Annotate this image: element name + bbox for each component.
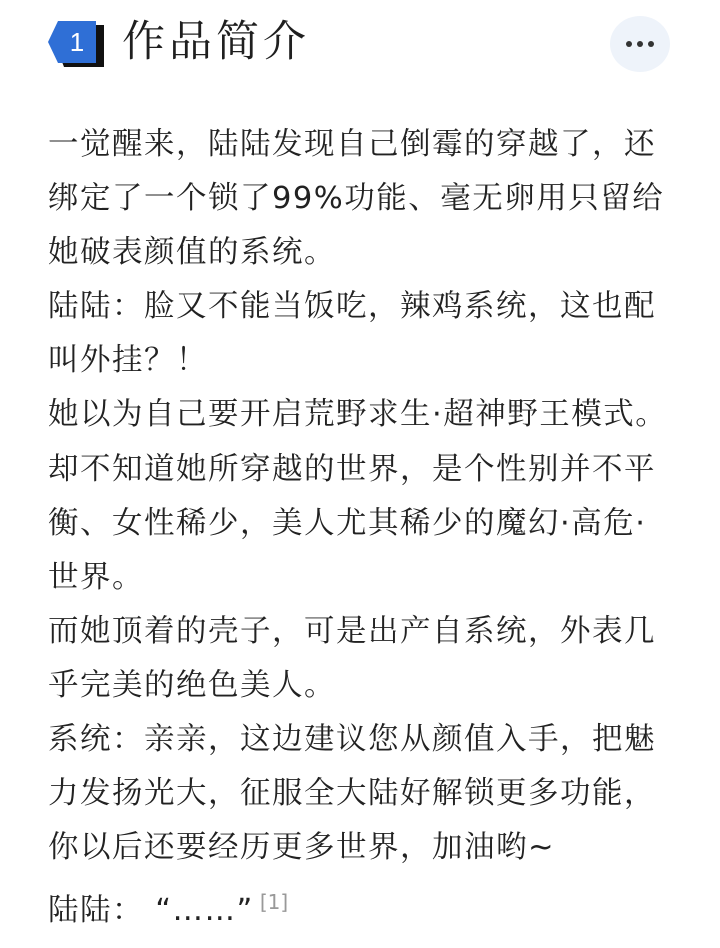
- section-number-badge: [48, 21, 104, 67]
- text-line: 衡、女性稀少，美人尤其稀少的魔幻·高危·: [48, 505, 647, 541]
- text-line: 一觉醒来，陆陆发现自己倒霉的穿越了，还: [48, 127, 656, 162]
- text-line: 而她顶着的壳子，可是出产自系统，外表几: [48, 613, 656, 649]
- more-options-button[interactable]: [610, 16, 670, 72]
- last-line: [48, 875, 688, 929]
- more-horizontal-icon: [626, 41, 654, 47]
- text-line: 她破表颜值的系统。: [48, 235, 336, 271]
- text-line: 却不知道她所穿越的世界，是个性别并不平: [48, 451, 656, 487]
- synopsis-text: [48, 118, 688, 929]
- citation-link[interactable]: [1]: [259, 890, 289, 915]
- text-line: 叫外挂？！: [48, 343, 208, 379]
- text-line: 她以为自己要开启荒野求生·超神野王模式。: [48, 397, 668, 433]
- text-line: 力发扬光大，征服全大陆好解锁更多功能，: [48, 776, 656, 812]
- text-line: 你以后还要经历更多世界，加油哟~: [48, 830, 556, 866]
- text-line: 系统：亲亲，这边建议您从颜值入手，把魅: [48, 722, 656, 758]
- text-line: 陆陆：脸又不能当饭吃，辣鸡系统，这也配: [48, 289, 656, 325]
- text-line: 世界。: [48, 559, 144, 595]
- section-title: 作品简介: [122, 17, 310, 67]
- section-header: [0, 0, 720, 80]
- text-line: 绑定了一个锁了99%功能、毫无卵用只留给: [48, 181, 665, 217]
- section-number: 1: [69, 27, 85, 57]
- text-line: 陆陆： “……”: [48, 893, 254, 929]
- text-line: 乎完美的绝色美人。: [48, 667, 336, 703]
